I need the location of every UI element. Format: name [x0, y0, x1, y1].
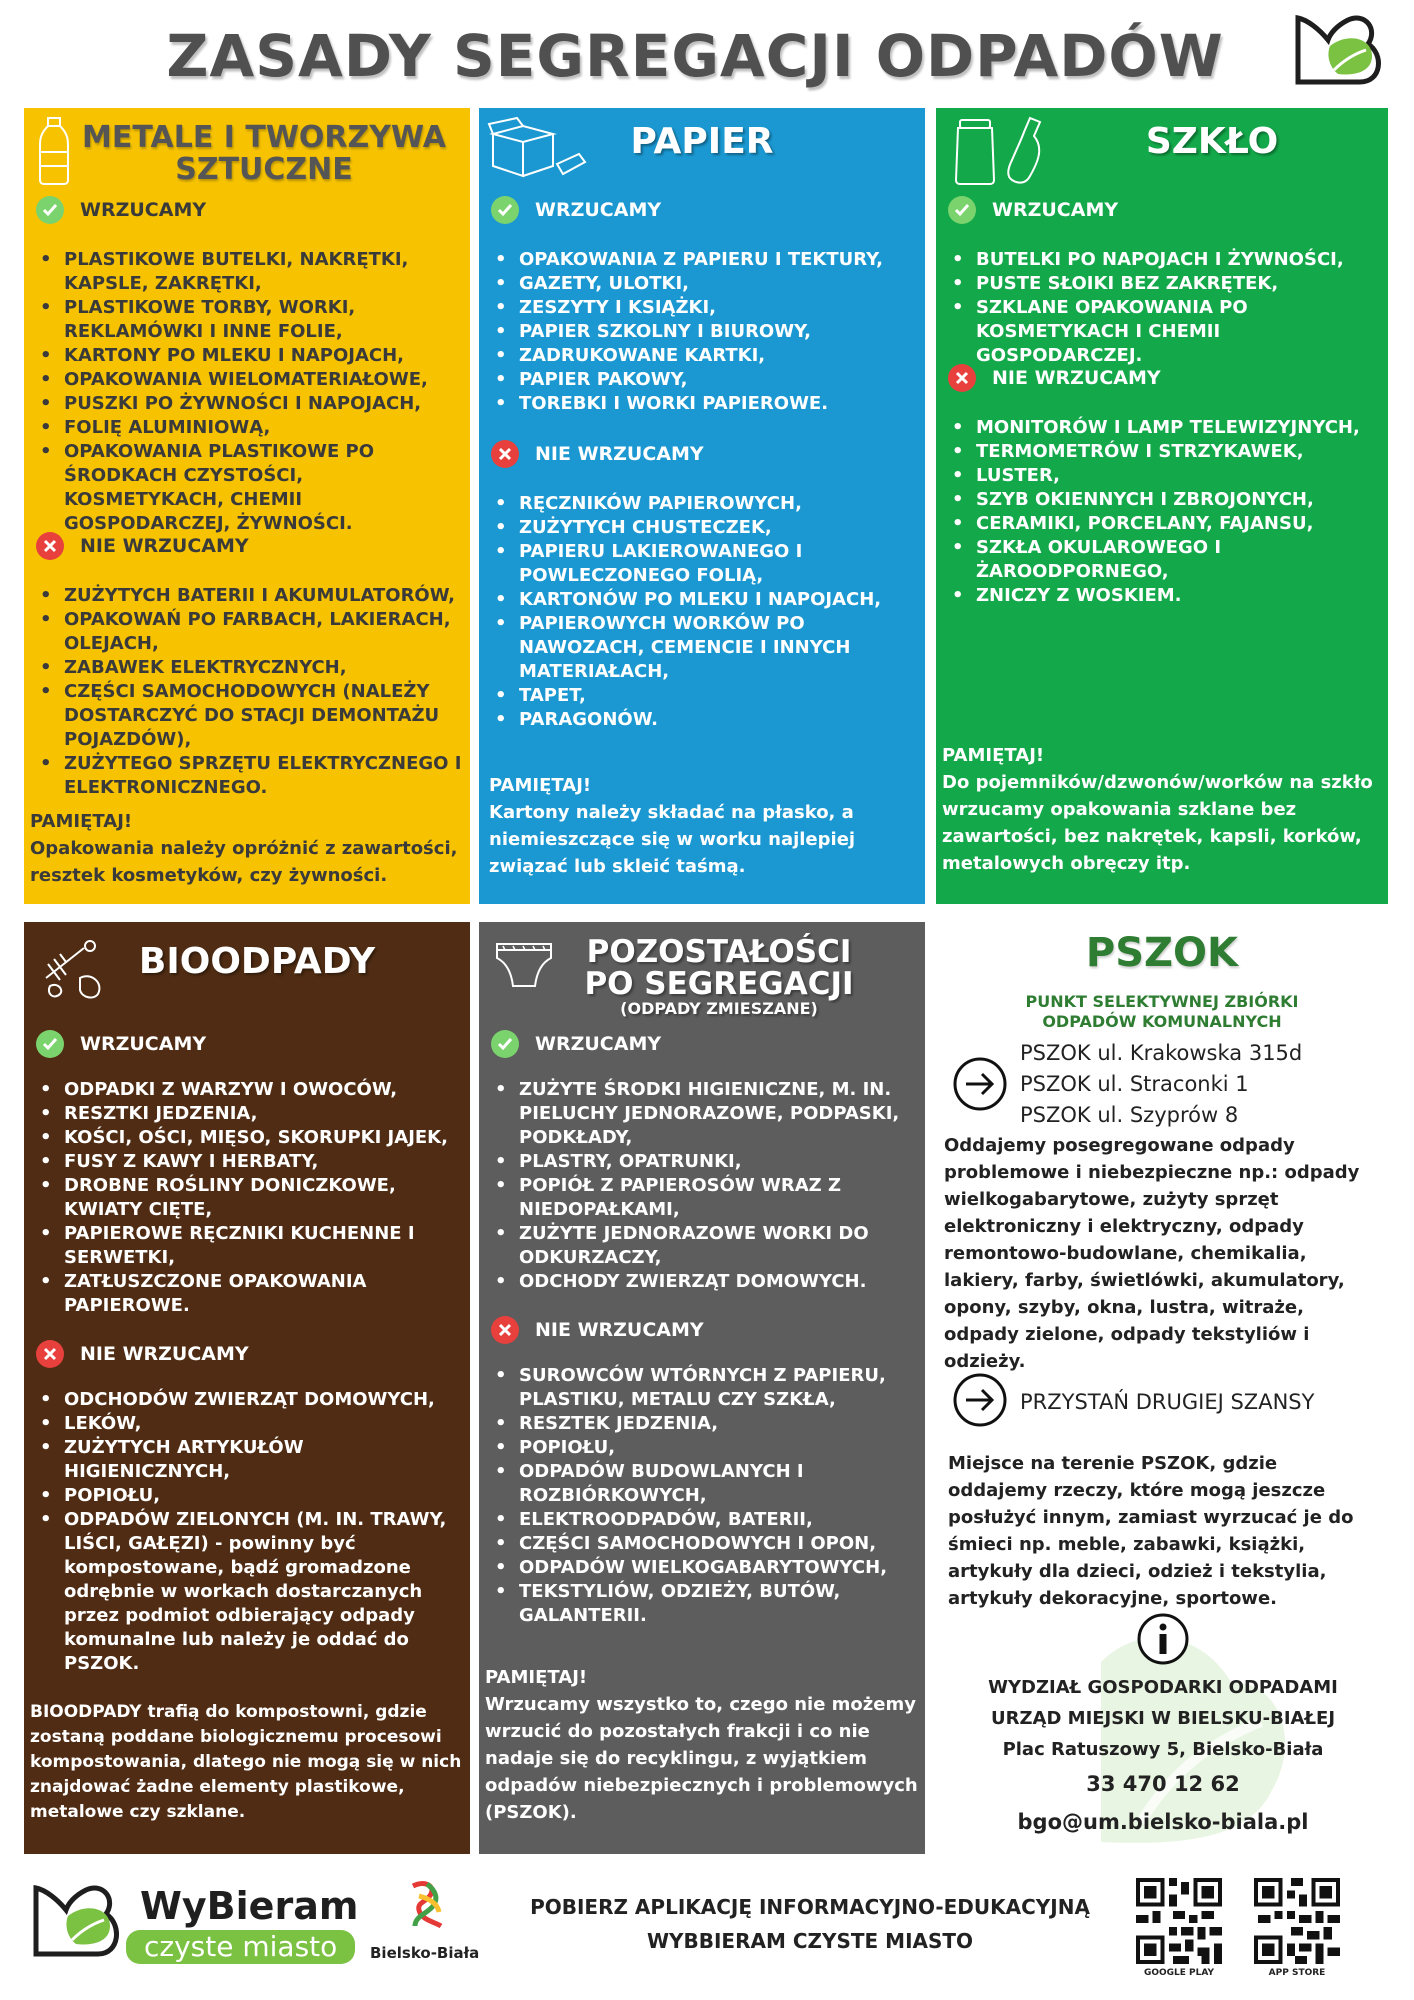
qr-code-google-play[interactable] [1136, 1878, 1222, 1964]
title-line: PO SEGREGACJI [584, 966, 854, 1002]
list-item: • TEKSTYLIÓW, ODZIEŻY, BUTÓW, GALANTERII. [487, 1580, 921, 1628]
ok-heading [36, 1030, 206, 1058]
panel-szklo [936, 108, 1388, 904]
list-item: • CZĘŚCI SAMOCHODOWYCH (NALEŻY DOSTARCZYĆ DO STACJI DEMONTAŻU POJAZDÓW), [32, 680, 462, 752]
office-line: URZĄD MIEJSKI W BIELSKU-BIAŁEJ [990, 1708, 1336, 1729]
no-list [32, 1388, 462, 1676]
list-item: • RESZTEK JEDZENIA, [487, 1412, 921, 1436]
list-item: • OPAKOWAŃ PO FARBACH, LAKIERACH, OLEJACH, [32, 608, 462, 656]
druga-szansa-description: Miejsce na terenie PSZOK, gdzie oddajemy rzeczy, które mogą jeszcze posłużyć innym, zamiast wyrzucać je do śmieci np. meble, zabawki, książki, artykuły dla dzieci, odzież i tekstylia, artykuły dekoracyjne, sportowe. [948, 1453, 1354, 1609]
list-item: • SUROWCÓW WTÓRNYCH Z PAPIERU, PLASTIKU, METALU CZY SZKŁA, [487, 1364, 921, 1412]
leaf-logo-icon [28, 1878, 124, 1962]
list-item: • GAZETY, ULOTKI, [487, 272, 921, 296]
list-item: • ODPADÓW BUDOWLANYCH I ROZBIÓRKOWYCH, [487, 1460, 921, 1508]
ok-list [487, 1078, 921, 1294]
no-label: NIE WRZUCAMY [80, 535, 249, 557]
list-item: • PAPIERU LAKIEROWANEGO I POWLECZONEGO FOLIĄ, [487, 540, 921, 588]
list-item: • ZUŻYTYCH ARTYKUŁÓW HIGIENICZNYCH, [32, 1436, 462, 1484]
qr-label: GOOGLE PLAY [1143, 1968, 1215, 1978]
ok-label: WRZUCAMY [535, 1033, 662, 1055]
list-item: • FUSY Z KAWY I HERBATY, [32, 1150, 462, 1174]
ok-label: WRZUCAMY [992, 199, 1119, 221]
list-item: • POPIOŁU, [32, 1484, 462, 1508]
panel-title [64, 122, 464, 186]
list-item: • POPIÓŁ Z PAPIEROSÓW WRAZ Z NIEDOPAŁKAMI, [487, 1174, 921, 1222]
list-item: • BUTELKI PO NAPOJACH I ŻYWNOŚCI, [944, 248, 1384, 272]
list-item: • ZABAWEK ELEKTRYCZNYCH, [32, 656, 462, 680]
note [30, 1700, 466, 1825]
address-item: PSZOK ul. Szyprów 8 [1020, 1103, 1239, 1127]
subtitle-line: ODPADÓW KOMUNALNYCH [1042, 1012, 1282, 1031]
list-item: • PAPIER PAKOWY, [487, 368, 921, 392]
list-item: • PAPIEROWE RĘCZNIKI KUCHENNE I SERWETKI, [32, 1222, 462, 1270]
list-item: • KARTONÓW PO MLEKU I NAPOJACH, [487, 588, 921, 612]
ok-label: WRZUCAMY [80, 1033, 207, 1055]
check-icon [491, 1030, 519, 1058]
ok-label: WRZUCAMY [535, 199, 662, 221]
list-item: • ODPADKI Z WARZYW I OWOCÓW, [32, 1078, 462, 1102]
check-icon [491, 196, 519, 224]
list-item: • ZNICZY Z WOSKIEM. [944, 584, 1384, 608]
list-item: • SZKLANE OPAKOWANIA PO KOSMETYKACH I CHEMII GOSPODARCZEJ. [944, 296, 1384, 368]
list-item: • MONITORÓW I LAMP TELEWIZYJNYCH, [944, 416, 1384, 440]
pszok-addresses [1020, 1038, 1302, 1131]
note-text: BIOODPADY trafią do kompostowni, gdzie zostaną poddane biologicznemu procesowi kompostowania, dlatego nie mogą się w nich znajdować żadne elementy plastikowe, metalowe czy szklane. [30, 1702, 462, 1822]
info-icon [1136, 1612, 1190, 1666]
cross-icon [491, 440, 519, 468]
list-item: • ODPADÓW WIELKOGABARYTOWYCH, [487, 1556, 921, 1580]
ok-heading [948, 196, 1118, 224]
footer [0, 1862, 1414, 2000]
app-promo-line: WYBBIERAM CZYSTE MIASTO [646, 1929, 974, 1953]
list-item: • SZYB OKIENNYCH I ZBROJONYCH, [944, 488, 1384, 512]
list-item: • PLASTIKOWE TORBY, WORKI, REKLAMÓWKI I INNE FOLIE, [32, 296, 462, 344]
cross-icon [948, 364, 976, 392]
list-item: • OPAKOWANIA WIELOMATERIAŁOWE, [32, 368, 462, 392]
qr-label: APP STORE [1268, 1968, 1326, 1978]
office-contact [956, 1672, 1370, 1841]
list-item: • ZATŁUSZCZONE OPAKOWANIA PAPIEROWE. [32, 1270, 462, 1318]
list-item: • ODCHODY ZWIERZĄT DOMOWYCH. [487, 1270, 921, 1294]
note-head: PAMIĘTAJ! [30, 811, 133, 832]
no-heading [36, 1340, 249, 1368]
cross-icon [36, 1340, 64, 1368]
brand-tagline: czyste miasto [126, 1930, 355, 1964]
list-item: • ZADRUKOWANE KARTKI, [487, 344, 921, 368]
list-item: • RESZTKI JEDZENIA, [32, 1102, 462, 1126]
no-list [32, 584, 462, 800]
ok-heading [36, 196, 206, 224]
list-item: • TOREBKI I WORKI PAPIEROWE. [487, 392, 921, 416]
ok-list [32, 248, 462, 536]
druga-szansa-label: PRZYSTAŃ DRUGIEJ SZANSY [1020, 1390, 1315, 1414]
note [942, 742, 1382, 877]
arrow-right-icon [952, 1372, 1008, 1428]
ok-list [32, 1078, 462, 1318]
panel-title: BIOODPADY [138, 941, 376, 982]
app-promo-line: POBIERZ APLIKACJĘ INFORMACYJNO-EDUKACYJNĄ [530, 1895, 1090, 1919]
no-label: NIE WRZUCAMY [80, 1343, 249, 1365]
list-item: • RĘCZNIKÓW PAPIEROWYCH, [487, 492, 921, 516]
pszok-description: Oddajemy posegregowane odpady problemowe i niebezpieczne np.: odpady wielkogabarytowe, zużyty sprzęt elektroniczny i elektryczny, odpady remontowo-budowlane, chemikalia, lakiery, farby, świetlówki, akumulatory, opony, szyby, okna, lustra, witraże, odpady zielone, odpady tekstyliów i odzieży. [944, 1135, 1360, 1372]
list-item: • PAPIER SZKOLNY I BIUROWY, [487, 320, 921, 344]
check-icon [948, 196, 976, 224]
app-promo [490, 1890, 1130, 1958]
list-item: • ZUŻYTYCH CHUSTECZEK, [487, 516, 921, 540]
list-item: • ZUŻYTE ŚRODKI HIGIENICZNE, M. IN. PIELUCHY JEDNORAZOWE, PODPASKI, PODKŁADY, [487, 1078, 921, 1150]
cross-icon [36, 532, 64, 560]
subtitle-line: PUNKT SELEKTYWNEJ ZBIÓRKI [1025, 992, 1299, 1011]
no-label: NIE WRZUCAMY [535, 443, 704, 465]
list-item: • SZKŁA OKULAROWEGO I ŻAROODPORNEGO, [944, 536, 1384, 584]
list-item: • PLASTRY, OPATRUNKI, [487, 1150, 921, 1174]
no-list [487, 492, 921, 732]
no-heading [36, 532, 249, 560]
ok-list [487, 248, 921, 416]
note-text: Do pojemników/dzwonów/worków na szkło wrzucamy opakowania szklane bez zawartości, bez nakrętek, kapsli, korków, metalowych obręczy itp. [942, 772, 1373, 874]
list-item: • FOLIĘ ALUMINIOWĄ, [32, 416, 462, 440]
note-head: PAMIĘTAJ! [485, 1667, 588, 1688]
note [30, 808, 466, 889]
list-item: • TAPET, [487, 684, 921, 708]
qr-code-app-store[interactable] [1254, 1878, 1340, 1964]
list-item: • PLASTIKOWE BUTELKI, NAKRĘTKI, KAPSLE, ZAKRĘTKI, [32, 248, 462, 296]
arrow-right-icon [952, 1056, 1008, 1112]
ok-heading [491, 1030, 661, 1058]
office-line: WYDZIAŁ GOSPODARKI ODPADAMI [988, 1677, 1338, 1698]
city-name: Bielsko-Biała [370, 1944, 480, 1962]
panel-papier [479, 108, 925, 904]
list-item: • ZUŻYTE JEDNORAZOWE WORKI DO ODKURZACZY, [487, 1222, 921, 1270]
list-item: • POPIOŁU, [487, 1436, 921, 1460]
list-item: • ODPADÓW ZIELONYCH (M. IN. TRAWY, LIŚCI, GAŁĘZI) - powinny być kompostowane, bądź gromadzone odrębnie w workach dostarczanych przez podmiot odbierający odpady komunalne lub należy je oddać do PSZOK. [32, 1508, 462, 1676]
list-item: • ZUŻYTEGO SPRZĘTU ELEKTRYCZNEGO I ELEKTRONICZNEGO. [32, 752, 462, 800]
title-line: SZTUCZNE [175, 152, 353, 187]
no-heading [491, 440, 704, 468]
list-item: • CZĘŚCI SAMOCHODOWYCH I OPON, [487, 1532, 921, 1556]
panel-zmieszane [479, 922, 925, 1854]
email-link[interactable]: bgo@um.bielsko-biala.pl [1017, 1810, 1309, 1834]
list-item: • LEKÓW, [32, 1412, 462, 1436]
cross-icon [491, 1316, 519, 1344]
list-item: • KOŚCI, OŚCI, MIĘSO, SKORUPKI JAJEK, [32, 1126, 462, 1150]
note-head: PAMIĘTAJ! [489, 775, 592, 796]
list-item: • TERMOMETRÓW I STRZYKAWEK, [944, 440, 1384, 464]
no-label: NIE WRZUCAMY [992, 367, 1161, 389]
brand-name: WyBieram [140, 1884, 359, 1928]
panel-title [519, 936, 919, 1018]
ok-heading [491, 196, 661, 224]
no-heading [491, 1316, 704, 1344]
note-text: Wrzucamy wszystko to, czego nie możemy wrzucić do pozostałych frakcji i co nie nadaje się do recyklingu, z wyjątkiem odpadów niebezpiecznych i problemowych (PSZOK). [485, 1694, 918, 1823]
list-item: • ZUŻYTYCH BATERII I AKUMULATORÓW, [32, 584, 462, 608]
list-item: • ZESZYTY I KSIĄŻKI, [487, 296, 921, 320]
check-icon [36, 1030, 64, 1058]
panel-metale [24, 108, 470, 904]
list-item: • KARTONY PO MLEKU I NAPOJACH, [32, 344, 462, 368]
note-text: Opakowania należy opróżnić z zawartości, resztek kosmetyków, czy żywności. [30, 838, 458, 886]
note [489, 772, 919, 880]
header [0, 0, 1414, 110]
no-heading [948, 364, 1161, 392]
note [485, 1664, 923, 1826]
title-line: METALE I TWORZYWA [82, 120, 446, 155]
list-item: • OPAKOWANIA Z PAPIERU I TEKTURY, [487, 248, 921, 272]
page-title: ZASADY SEGREGACJI ODPADÓW [166, 22, 1224, 90]
panel-title: SZKŁO [1145, 121, 1279, 162]
pszok-title: PSZOK [1085, 930, 1239, 976]
leaf-logo-icon [1290, 10, 1386, 90]
address-item: PSZOK ul. Krakowska 315d [1020, 1041, 1303, 1065]
ok-list [944, 248, 1384, 368]
title-line: POZOSTAŁOŚCI [586, 934, 852, 970]
no-label: NIE WRZUCAMY [535, 1319, 704, 1341]
phone-number: 33 470 12 62 [1086, 1772, 1240, 1796]
list-item: • DROBNE ROŚLINY DONICZKOWE, KWIATY CIĘTE, [32, 1174, 462, 1222]
list-item: • PAPIEROWYCH WORKÓW PO NAWOZACH, CEMENCIE I INNYCH MATERIAŁACH, [487, 612, 921, 684]
address-item: PSZOK ul. Straconki 1 [1020, 1072, 1249, 1096]
list-item: • LUSTER, [944, 464, 1384, 488]
panel-bio [24, 922, 470, 1854]
pszok-subtitle [976, 992, 1348, 1032]
list-item: • ODCHODÓW ZWIERZĄT DOMOWYCH, [32, 1388, 462, 1412]
list-item: • PARAGONÓW. [487, 708, 921, 732]
note-text: Kartony należy składać na płasko, a niemieszczące się w worku najlepiej związać lub skleić taśmą. [489, 802, 856, 877]
panel-pszok [936, 922, 1388, 1854]
no-list [944, 416, 1384, 608]
ok-label: WRZUCAMY [80, 199, 207, 221]
list-item: • ELEKTROODPADÓW, BATERII, [487, 1508, 921, 1532]
list-item: • CERAMIKI, PORCELANY, FAJANSU, [944, 512, 1384, 536]
note-head: PAMIĘTAJ! [942, 745, 1045, 766]
office-address: Plac Ratuszowy 5, Bielsko-Biała [1002, 1739, 1324, 1760]
bielsko-biala-logo-icon [405, 1880, 449, 1930]
list-item: • PUSZKI PO ŻYWNOŚCI I NAPOJACH, [32, 392, 462, 416]
check-icon [36, 196, 64, 224]
title-sub: (ODPADY ZMIESZANE) [620, 999, 818, 1018]
list-item: • OPAKOWANIA PLASTIKOWE PO ŚRODKACH CZYSTOŚCI, KOSMETYKACH, CHEMII GOSPODARCZEJ, ŻYWNOŚCI. [32, 440, 462, 536]
list-item: • PUSTE SŁOIKI BEZ ZAKRĘTEK, [944, 272, 1384, 296]
panel-title: PAPIER [630, 121, 774, 162]
no-list [487, 1364, 921, 1628]
